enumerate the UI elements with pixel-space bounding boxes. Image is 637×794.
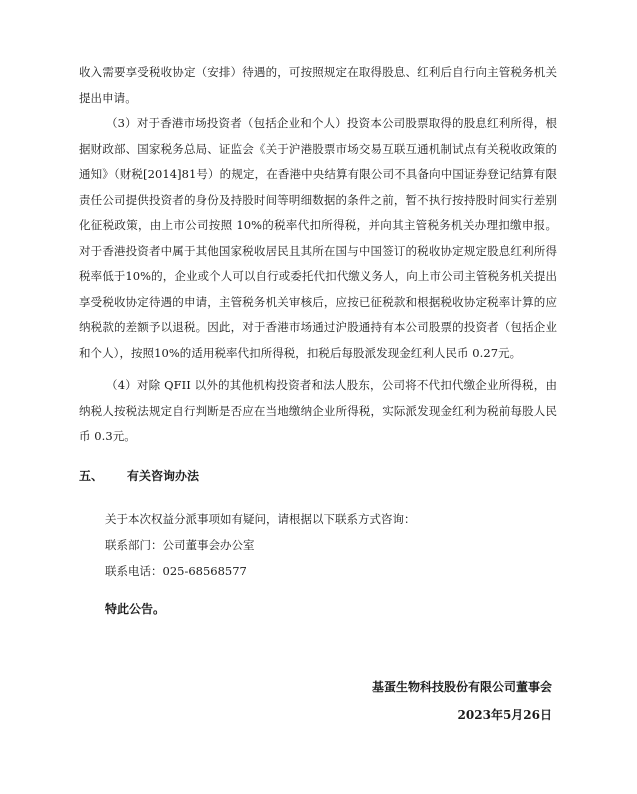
section-heading [79, 467, 199, 484]
section-number: 五、 [79, 469, 104, 483]
paragraph-other-institutional-investors: （4）对除 QFII 以外的其他机构投资者和法人股东，公司将不代扣代缴企业所得税，由纳税人按税法规定自行判断是否应在当地缴纳企业所得税，实际派发现金红利为税前每股人民币 0.3元。 [79, 378, 557, 443]
paragraph-hong-kong-investors: （3）对于香港市场投资者（包括企业和个人）投资本公司股票取得的股息红利所得，根据财政部、国家税务总局、证监会《关于沪港股票市场交易互联互通机制试点有关税收政策的通知》（财税[2014]81号）的规定，在香港中央结算有限公司不具备向中国证券登记结算有限责任公司提供投资者的身份及持股时间等明细数据的条件之前，暂不执行按持股时间实行差别化征税政策，由上市公司按照 10%的税率代扣所得税，并向其主管税务机关办理扣缴申报。对于香港投资者中属于其他国家税收居民且其所在国与中国签订的税收协定规定股息红利所得税率低于10%的，企业或个人可以自行或委托代扣代缴义务人，向上市公司主管税务机关提出享受税收协定待遇的申请，主管税务机关审核后，应按已征税款和根据税收协定税率计算的应纳税款的差额予以退税。因此，对于香港市场通过沪股通持有本公司股票的投资者（包括企业和个人），按照10%的适用税率代扣所得税，扣税后每股派发现金红利人民币 0.27元。 [79, 116, 557, 360]
contact-phone: 联系电话：025-68568577 [105, 564, 247, 578]
contact-department: 联系部门：公司董事会办公室 [105, 538, 255, 552]
announcement-date: 2023年5月26日 [457, 708, 552, 722]
company-signature: 基蛋生物科技股份有限公司董事会 [371, 680, 552, 694]
section-title: 有关咨询办法 [127, 469, 200, 483]
contact-intro: 关于本次权益分派事项如有疑问，请根据以下联系方式咨询： [105, 512, 416, 526]
closing-statement: 特此公告。 [105, 602, 166, 616]
paragraph-tax-treaty-application: 收入需要享受税收协定（安排）待遇的，可按照规定在取得股息、红利后自行向主管税务机关提出申请。 [79, 65, 557, 105]
